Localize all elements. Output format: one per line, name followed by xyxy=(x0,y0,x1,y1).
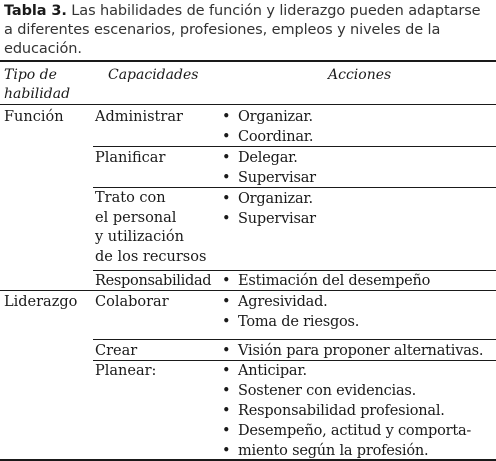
table-caption-text: Las habilidades de función y liderazgo pueden adaptarse a diferentes escenarios, profesiones, empleos y niveles de la educación. xyxy=(4,3,481,57)
header-bottom-rule xyxy=(0,104,496,105)
table-top-rule xyxy=(0,60,496,62)
acciones-trato xyxy=(222,189,316,229)
tipo-funcion: Función xyxy=(4,109,64,125)
table-caption-label: Tabla 3. xyxy=(4,3,67,19)
list-item: • Organizar. xyxy=(222,191,313,207)
acciones-planificar xyxy=(222,148,316,188)
row-divider xyxy=(93,187,496,188)
list-item: • Supervisar xyxy=(222,170,316,186)
list-item: • Organizar. xyxy=(222,109,313,125)
capacidad-responsabilidad: Responsabilidad xyxy=(95,273,212,289)
list-item: • Estimación del desempeño xyxy=(222,273,431,289)
capacidad-administrar: Administrar xyxy=(95,109,183,125)
table-caption xyxy=(4,2,492,59)
list-item: • Visión para proponer alternativas. xyxy=(222,343,484,359)
acciones-colaborar xyxy=(222,292,359,332)
acciones-planear xyxy=(222,361,471,461)
list-item: • Coordinar. xyxy=(222,129,314,145)
capacidad-crear: Crear xyxy=(95,343,138,359)
header-tipo-line1: Tipo de xyxy=(4,67,57,83)
capacidad-planificar: Planificar xyxy=(95,150,166,166)
list-item: • miento según la profesión. xyxy=(222,443,429,459)
row-divider xyxy=(93,339,496,340)
tipo-liderazgo: Liderazgo xyxy=(4,294,78,310)
capacidad-planear: Planear: xyxy=(95,363,157,379)
capacidad-trato: Trato con el personal y utilización de los recursos xyxy=(95,190,207,265)
group-divider xyxy=(0,290,496,291)
header-acciones: Acciones xyxy=(328,67,392,83)
header-capacidades: Capacidades xyxy=(108,67,199,83)
list-item: • Sostener con evidencias. xyxy=(222,383,417,399)
list-item: • Anticipar. xyxy=(222,363,307,379)
row-divider xyxy=(93,146,496,147)
list-item: • Desempeño, actitud y comporta- xyxy=(222,423,472,439)
header-tipo-line2: habilidad xyxy=(4,86,71,102)
list-item: • Delegar. xyxy=(222,150,298,166)
list-item: • Agresividad. xyxy=(222,294,328,310)
acciones-crear xyxy=(222,341,483,361)
list-item: • Supervisar xyxy=(222,211,316,227)
acciones-administrar xyxy=(222,107,313,147)
list-item: • Toma de riesgos. xyxy=(222,314,360,330)
list-item: • Responsabilidad profesional. xyxy=(222,403,445,419)
acciones-responsabilidad xyxy=(222,271,430,291)
capacidad-colaborar: Colaborar xyxy=(95,294,169,310)
